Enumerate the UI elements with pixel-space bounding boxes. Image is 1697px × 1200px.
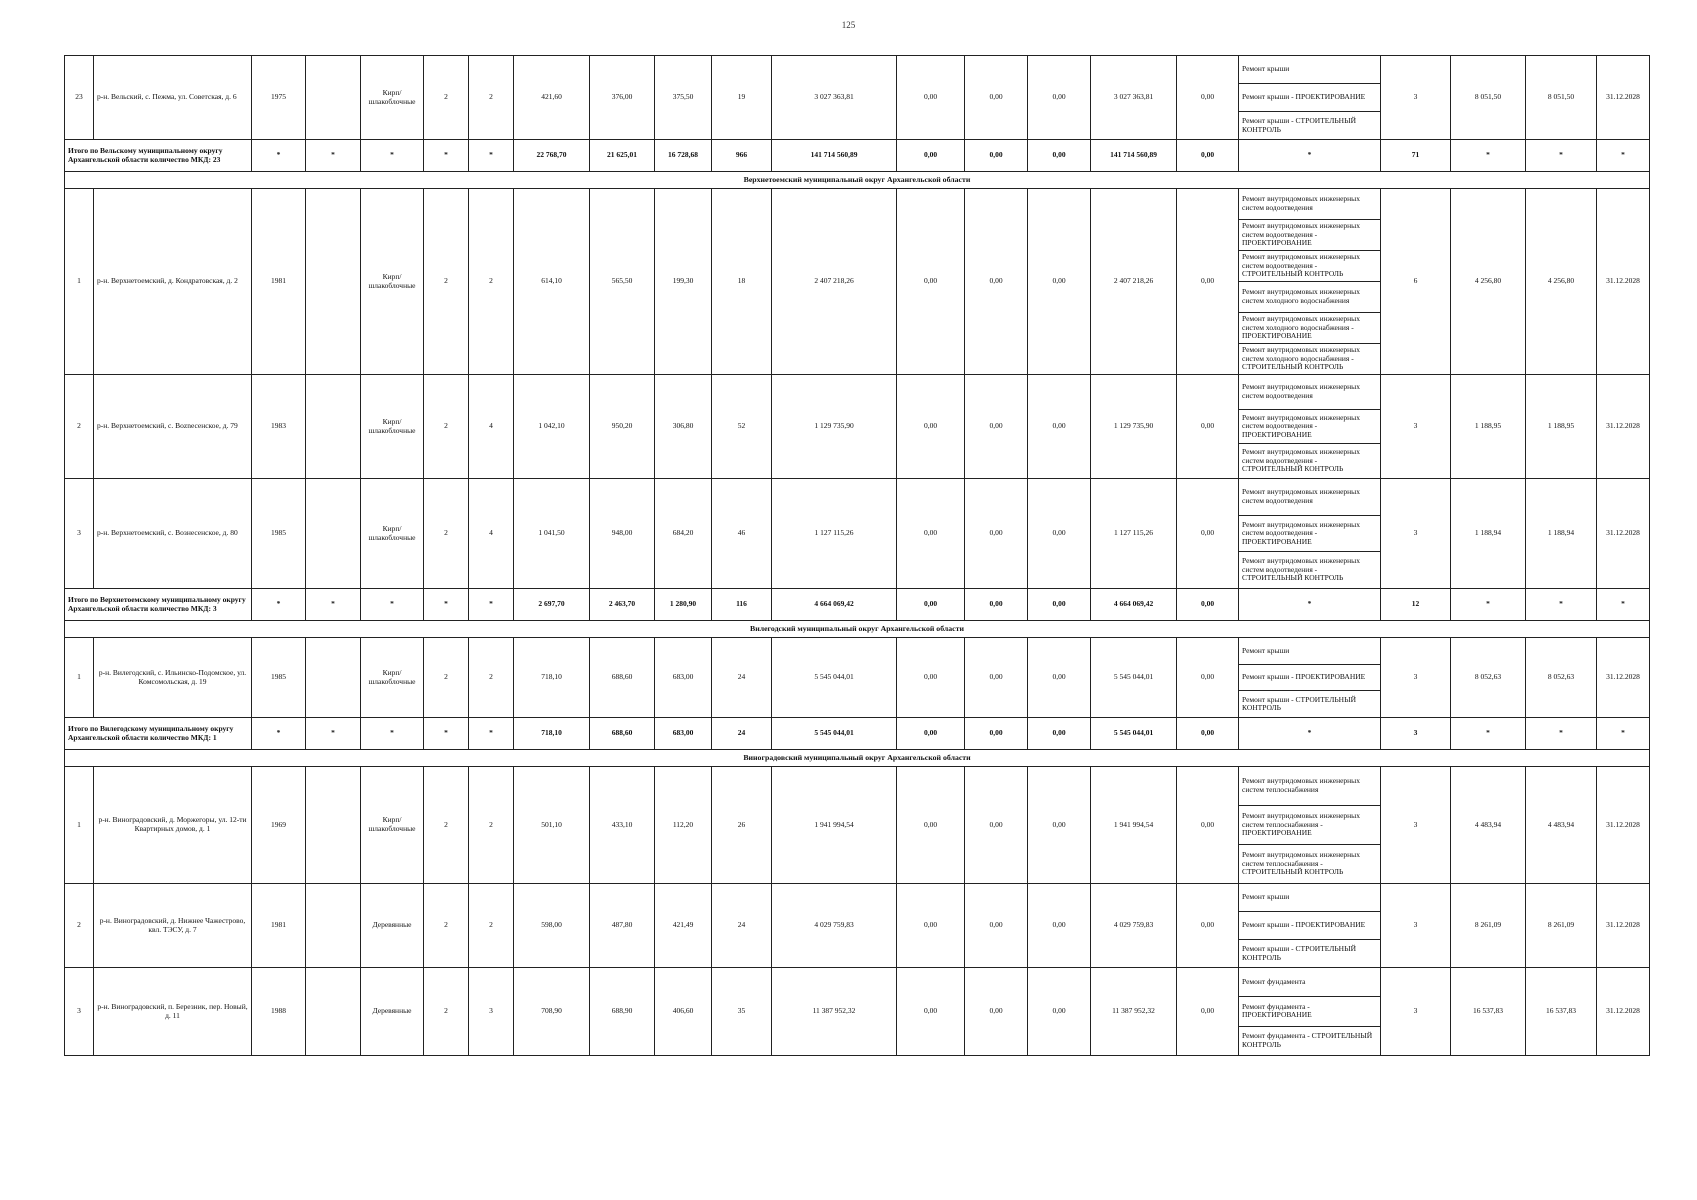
area-living-cell: 948,00 [590,479,655,589]
work-item: Ремонт крыши - СТРОИТЕЛЬНЫЙ КОНТРОЛЬ [1242,694,1357,713]
total-star-cell: * [361,589,424,621]
district-title: Вилегодский муниципальный округ Архангельской области [65,621,1650,638]
work-item: Ремонт внутридомовых инженерных систем водоотведения [1239,189,1380,220]
deadline-cell: 31.12.2028 [1597,638,1650,718]
unit-cost-cell: 16 537,83 [1451,968,1526,1056]
area-total-cell: 708,90 [514,968,590,1056]
row-number-cell: 1 [65,638,94,718]
address-cell: р-н. Верхнетоемский, с. Воznесенское, д. 79 [94,375,252,479]
total-area-residential-cell: 1 280,90 [655,589,712,621]
works-cell [1239,638,1381,718]
building-row [65,638,1650,718]
area-living-cell: 376,00 [590,56,655,140]
total-star-cell: * [1597,140,1650,172]
total-fund-regional-cell: 0,00 [965,589,1028,621]
fund-regional-cell: 0,00 [965,375,1028,479]
fund-regional-cell: 0,00 [965,767,1028,884]
area-living-cell: 950,20 [590,375,655,479]
total-star-cell: * [1451,140,1526,172]
address-cell: р-н. Вельский, с. Пежма, ул. Советская, д. 6 [94,56,252,140]
work-item: Ремонт внутридомовых инженерных систем теплоснабжения [1239,767,1380,806]
work-item: Ремонт крыши - ПРОЕКТИРОВАНИЕ [1239,912,1380,940]
fund-owners-cell: 3 027 363,81 [1091,56,1177,140]
total-star-cell: * [252,589,306,621]
works-list [1239,375,1380,478]
cost-total-cell: 1 129 735,90 [772,375,897,479]
total-fund-regional-cell: 0,00 [965,140,1028,172]
address-cell: р-н. Виноградовский, п. Березник, пер. Новый, д. 11 [94,968,252,1056]
fund-regional-cell: 0,00 [965,479,1028,589]
works-count-cell: 6 [1381,189,1451,375]
total-star-cell: * [424,589,469,621]
fund-regional-cell: 0,00 [965,189,1028,375]
year-cell: 1975 [252,56,306,140]
total-fund-federal-cell: 0,00 [897,718,965,750]
works-count-cell: 3 [1381,767,1451,884]
deadline-cell: 31.12.2028 [1597,767,1650,884]
area-total-cell: 421,60 [514,56,590,140]
total-fund-owners-cell: 5 545 044,01 [1091,718,1177,750]
total-star-cell: * [469,718,514,750]
unit-limit-cell: 8 052,63 [1526,638,1597,718]
total-works-count-cell: 3 [1381,718,1451,750]
works-list [1239,884,1380,967]
work-item: Ремонт внутридомовых инженерных систем водоотведения - СТРОИТЕЛЬНЫЙ КОНТРОЛЬ [1242,556,1360,583]
work-item: Ремонт крыши - ПРОЕКТИРОВАНИЕ [1239,665,1380,692]
building-row [65,479,1650,589]
floors-cell: 2 [424,884,469,968]
total-star-cell: * [1451,718,1526,750]
total-works-count-cell: 12 [1381,589,1451,621]
fund-federal-cell: 0,00 [897,479,965,589]
row-number-cell: 23 [65,56,94,140]
area-residential-cell: 683,00 [655,638,712,718]
unit-cost-cell: 8 052,63 [1451,638,1526,718]
deadline-cell: 31.12.2028 [1597,189,1650,375]
wall-material-cell: Деревянные [361,884,424,968]
area-total-cell: 614,10 [514,189,590,375]
address-cell: р-н. Виноградовский, д. Моржегоры, ул. 12-ти Квартирных домов, д. 1 [94,767,252,884]
wall-material-cell: Кирп/ шлакоблочные [361,56,424,140]
work-item: Ремонт внутридомовых инженерных систем водоотведения - СТРОИТЕЛЬНЫЙ КОНТРОЛЬ [1239,251,1380,282]
address-cell: р-н. Верхнетоемский, с. Вознесенское, д. 80 [94,479,252,589]
work-item: Ремонт внутридомовых инженерных систем водоотведения - ПРОЕКТИРОВАНИЕ [1239,410,1380,445]
total-star-cell: * [424,140,469,172]
year-cell: 1981 [252,189,306,375]
year-cell: 1969 [252,767,306,884]
work-item: Ремонт внутридомовых инженерных систем водоотведения - СТРОИТЕЛЬНЫЙ КОНТРОЛЬ [1242,447,1360,474]
deadline-cell: 31.12.2028 [1597,375,1650,479]
works-list [1239,189,1380,374]
area-living-cell: 433,10 [590,767,655,884]
blank-cell [306,375,361,479]
unit-cost-cell: 4 483,94 [1451,767,1526,884]
fund-owners-cell: 4 029 759,83 [1091,884,1177,968]
total-star-cell: * [469,140,514,172]
works-cell [1239,767,1381,884]
area-total-cell: 1 041,50 [514,479,590,589]
fund-local-cell: 0,00 [1028,375,1091,479]
works-count-cell: 3 [1381,56,1451,140]
works-count-cell: 3 [1381,375,1451,479]
district-title: Виноградовский муниципальный округ Архангельской области [65,750,1650,767]
floors-cell: 2 [424,638,469,718]
total-fund-regional-cell: 0,00 [965,718,1028,750]
total-star-cell: * [1526,589,1597,621]
blank-cell [306,189,361,375]
row-number-cell: 1 [65,767,94,884]
fund-owners-cell: 11 387 952,32 [1091,968,1177,1056]
total-star-cell: * [306,140,361,172]
area-residential-cell: 306,80 [655,375,712,479]
unit-limit-cell: 8 261,09 [1526,884,1597,968]
total-fund-other-cell: 0,00 [1177,718,1239,750]
unit-cost-cell: 8 261,09 [1451,884,1526,968]
unit-limit-cell: 1 188,94 [1526,479,1597,589]
deadline-cell: 31.12.2028 [1597,884,1650,968]
repair-program-table [64,55,1650,1056]
works-list [1239,56,1380,139]
unit-limit-cell: 8 051,50 [1526,56,1597,140]
total-fund-local-cell: 0,00 [1028,589,1091,621]
total-star-cell: * [1239,718,1381,750]
entrances-cell: 4 [469,479,514,589]
fund-other-cell: 0,00 [1177,884,1239,968]
floors-cell: 2 [424,375,469,479]
works-list [1239,968,1380,1055]
area-residential-cell: 199,30 [655,189,712,375]
cost-total-cell: 1 127 115,26 [772,479,897,589]
works-list [1239,638,1380,717]
fund-owners-cell: 1 127 115,26 [1091,479,1177,589]
work-item: Ремонт крыши [1239,638,1380,665]
fund-regional-cell: 0,00 [965,884,1028,968]
total-fund-other-cell: 0,00 [1177,140,1239,172]
total-label: Итого по Вилегодскому муниципальному округу Архангельской области количество МКД: 1 [65,718,252,750]
work-item: Ремонт фундамента - СТРОИТЕЛЬНЫЙ КОНТРОЛЬ [1242,1031,1373,1049]
area-residential-cell: 421,49 [655,884,712,968]
building-row [65,884,1650,968]
table-body [65,56,1650,1056]
cost-total-cell: 11 387 952,32 [772,968,897,1056]
total-area-living-cell: 21 625,01 [590,140,655,172]
district-header-row [65,750,1650,767]
building-row [65,189,1650,375]
total-star-cell: * [306,589,361,621]
fund-other-cell: 0,00 [1177,767,1239,884]
wall-material-cell: Кирп/ шлакоблочные [361,375,424,479]
total-cost-total-cell: 141 714 560,89 [772,140,897,172]
unit-limit-cell: 16 537,83 [1526,968,1597,1056]
area-total-cell: 718,10 [514,638,590,718]
fund-regional-cell: 0,00 [965,968,1028,1056]
fund-local-cell: 0,00 [1028,767,1091,884]
total-fund-other-cell: 0,00 [1177,589,1239,621]
total-residents-cell: 966 [712,140,772,172]
cost-total-cell: 4 029 759,83 [772,884,897,968]
unit-cost-cell: 4 256,80 [1451,189,1526,375]
residents-cell: 24 [712,884,772,968]
fund-local-cell: 0,00 [1028,189,1091,375]
total-cost-total-cell: 5 545 044,01 [772,718,897,750]
works-cell [1239,56,1381,140]
total-area-total-cell: 2 697,70 [514,589,590,621]
total-star-cell: * [469,589,514,621]
fund-local-cell: 0,00 [1028,479,1091,589]
work-item: Ремонт внутридомовых инженерных систем теплоснабжения - ПРОЕКТИРОВАНИЕ [1239,806,1380,845]
works-count-cell: 3 [1381,884,1451,968]
area-residential-cell: 684,20 [655,479,712,589]
works-cell [1239,375,1381,479]
total-star-cell: * [252,718,306,750]
total-fund-federal-cell: 0,00 [897,140,965,172]
blank-cell [306,968,361,1056]
works-list [1239,767,1380,883]
fund-regional-cell: 0,00 [965,56,1028,140]
total-star-cell: * [1526,140,1597,172]
work-item: Ремонт внутридомовых инженерных систем теплоснабжения - СТРОИТЕЛЬНЫЙ КОНТРОЛЬ [1242,850,1360,877]
area-total-cell: 1 042,10 [514,375,590,479]
total-star-cell: * [361,718,424,750]
wall-material-cell: Кирп/ шлакоблочные [361,767,424,884]
total-star-cell: * [306,718,361,750]
area-living-cell: 565,50 [590,189,655,375]
blank-cell [306,884,361,968]
work-item: Ремонт крыши [1239,56,1380,84]
fund-federal-cell: 0,00 [897,968,965,1056]
cost-total-cell: 3 027 363,81 [772,56,897,140]
area-living-cell: 487,80 [590,884,655,968]
fund-local-cell: 0,00 [1028,968,1091,1056]
residents-cell: 24 [712,638,772,718]
blank-cell [306,56,361,140]
year-cell: 1985 [252,638,306,718]
unit-cost-cell: 1 188,95 [1451,375,1526,479]
entrances-cell: 2 [469,189,514,375]
fund-federal-cell: 0,00 [897,767,965,884]
fund-other-cell: 0,00 [1177,479,1239,589]
address-cell: р-н. Верхнетоемский, д. Кондратовская, д. 2 [94,189,252,375]
fund-other-cell: 0,00 [1177,56,1239,140]
total-star-cell: * [252,140,306,172]
district-total-row [65,140,1650,172]
total-area-total-cell: 22 768,70 [514,140,590,172]
total-fund-owners-cell: 4 664 069,42 [1091,589,1177,621]
deadline-cell: 31.12.2028 [1597,56,1650,140]
works-cell [1239,479,1381,589]
total-label: Итого по Верхнетоемскому муниципальному округу Архангельской области количество МКД: 3 [65,589,252,621]
floors-cell: 2 [424,767,469,884]
total-star-cell: * [1239,589,1381,621]
building-row [65,56,1650,140]
fund-other-cell: 0,00 [1177,189,1239,375]
unit-cost-cell: 8 051,50 [1451,56,1526,140]
cost-total-cell: 2 407 218,26 [772,189,897,375]
area-residential-cell: 375,50 [655,56,712,140]
wall-material-cell: Кирп/ шлакоблочные [361,638,424,718]
works-count-cell: 3 [1381,638,1451,718]
row-number-cell: 3 [65,968,94,1056]
address-cell: р-н. Виноградовский, д. Нижнее Чажестрово, квл. ТЭСУ, д. 7 [94,884,252,968]
work-item: Ремонт внутридомовых инженерных систем водоотведения [1239,479,1380,516]
total-fund-owners-cell: 141 714 560,89 [1091,140,1177,172]
fund-federal-cell: 0,00 [897,638,965,718]
deadline-cell: 31.12.2028 [1597,968,1650,1056]
works-cell [1239,968,1381,1056]
total-star-cell: * [1597,589,1650,621]
district-total-row [65,718,1650,750]
area-living-cell: 688,60 [590,638,655,718]
residents-cell: 46 [712,479,772,589]
floors-cell: 2 [424,479,469,589]
residents-cell: 35 [712,968,772,1056]
fund-owners-cell: 1 129 735,90 [1091,375,1177,479]
work-item: Ремонт внутридомовых инженерных систем водоотведения - ПРОЕКТИРОВАНИЕ [1239,220,1380,251]
row-number-cell: 2 [65,375,94,479]
total-star-cell: * [424,718,469,750]
total-area-total-cell: 718,10 [514,718,590,750]
residents-cell: 19 [712,56,772,140]
cost-total-cell: 5 545 044,01 [772,638,897,718]
works-count-cell: 3 [1381,968,1451,1056]
wall-material-cell: Кирп/ шлакоблочные [361,189,424,375]
entrances-cell: 2 [469,884,514,968]
unit-cost-cell: 1 188,94 [1451,479,1526,589]
total-residents-cell: 24 [712,718,772,750]
total-area-residential-cell: 683,00 [655,718,712,750]
work-item: Ремонт внутридомовых инженерных систем холодного водоснабжения - ПРОЕКТИРОВАНИЕ [1239,313,1380,344]
row-number-cell: 1 [65,189,94,375]
year-cell: 1983 [252,375,306,479]
floors-cell: 2 [424,189,469,375]
fund-federal-cell: 0,00 [897,189,965,375]
wall-material-cell: Деревянные [361,968,424,1056]
area-total-cell: 598,00 [514,884,590,968]
building-row [65,375,1650,479]
district-title: Верхнетоемский муниципальный округ Архангельской области [65,172,1650,189]
area-total-cell: 501,10 [514,767,590,884]
entrances-cell: 3 [469,968,514,1056]
building-row [65,968,1650,1056]
works-cell [1239,189,1381,375]
area-residential-cell: 112,20 [655,767,712,884]
total-fund-local-cell: 0,00 [1028,140,1091,172]
works-count-cell: 3 [1381,479,1451,589]
entrances-cell: 2 [469,638,514,718]
total-label: Итого по Вельскому муниципальному округу Архангельской области количество МКД: 23 [65,140,252,172]
total-star-cell: * [1239,140,1381,172]
fund-other-cell: 0,00 [1177,375,1239,479]
total-area-residential-cell: 16 728,68 [655,140,712,172]
blank-cell [306,767,361,884]
area-residential-cell: 406,60 [655,968,712,1056]
works-list [1239,479,1380,588]
total-fund-federal-cell: 0,00 [897,589,965,621]
total-star-cell: * [1451,589,1526,621]
wall-material-cell: Кирп/ шлакоблочные [361,479,424,589]
fund-federal-cell: 0,00 [897,56,965,140]
cost-total-cell: 1 941 994,54 [772,767,897,884]
total-area-living-cell: 2 463,70 [590,589,655,621]
blank-cell [306,638,361,718]
total-works-count-cell: 71 [1381,140,1451,172]
page-number: 125 [841,20,856,30]
total-residents-cell: 116 [712,589,772,621]
row-number-cell: 3 [65,479,94,589]
residents-cell: 26 [712,767,772,884]
work-item: Ремонт внутридомовых инженерных систем водоотведения - ПРОЕКТИРОВАНИЕ [1239,516,1380,553]
floors-cell: 2 [424,56,469,140]
floors-cell: 2 [424,968,469,1056]
work-item: Ремонт фундамента [1239,968,1380,997]
address-cell: р-н. Вилегодский, с. Ильинско-Подомское, ул. Комсомольская, д. 19 [94,638,252,718]
total-star-cell: * [361,140,424,172]
work-item: Ремонт внутридомовых инженерных систем водоотведения [1239,375,1380,410]
deadline-cell: 31.12.2028 [1597,479,1650,589]
fund-owners-cell: 2 407 218,26 [1091,189,1177,375]
fund-other-cell: 0,00 [1177,638,1239,718]
fund-regional-cell: 0,00 [965,638,1028,718]
work-item: Ремонт фундамента - ПРОЕКТИРОВАНИЕ [1239,997,1380,1026]
work-item: Ремонт внутридомовых инженерных систем холодного водоснабжения - СТРОИТЕЛЬНЫЙ КОНТРОЛЬ [1242,345,1360,372]
residents-cell: 18 [712,189,772,375]
area-living-cell: 688,90 [590,968,655,1056]
district-total-row [65,589,1650,621]
total-star-cell: * [1597,718,1650,750]
fund-federal-cell: 0,00 [897,375,965,479]
work-item: Ремонт крыши - СТРОИТЕЛЬНЫЙ КОНТРОЛЬ [1242,115,1357,134]
fund-federal-cell: 0,00 [897,884,965,968]
total-cost-total-cell: 4 664 069,42 [772,589,897,621]
fund-local-cell: 0,00 [1028,638,1091,718]
fund-other-cell: 0,00 [1177,968,1239,1056]
work-item: Ремонт внутридомовых инженерных систем холодного водоснабжения [1239,282,1380,313]
fund-owners-cell: 5 545 044,01 [1091,638,1177,718]
total-fund-local-cell: 0,00 [1028,718,1091,750]
building-row [65,767,1650,884]
fund-owners-cell: 1 941 994,54 [1091,767,1177,884]
entrances-cell: 2 [469,767,514,884]
entrances-cell: 2 [469,56,514,140]
residents-cell: 52 [712,375,772,479]
work-item: Ремонт крыши - ПРОЕКТИРОВАНИЕ [1239,84,1380,112]
unit-limit-cell: 4 483,94 [1526,767,1597,884]
unit-limit-cell: 4 256,80 [1526,189,1597,375]
year-cell: 1985 [252,479,306,589]
year-cell: 1988 [252,968,306,1056]
district-header-row [65,621,1650,638]
fund-local-cell: 0,00 [1028,884,1091,968]
blank-cell [306,479,361,589]
district-header-row [65,172,1650,189]
total-star-cell: * [1526,718,1597,750]
year-cell: 1981 [252,884,306,968]
repair-program-table-container [64,55,1640,1056]
work-item: Ремонт крыши [1239,884,1380,912]
work-item: Ремонт крыши - СТРОИТЕЛЬНЫЙ КОНТРОЛЬ [1242,943,1357,962]
fund-local-cell: 0,00 [1028,56,1091,140]
entrances-cell: 4 [469,375,514,479]
row-number-cell: 2 [65,884,94,968]
total-area-living-cell: 688,60 [590,718,655,750]
unit-limit-cell: 1 188,95 [1526,375,1597,479]
works-cell [1239,884,1381,968]
